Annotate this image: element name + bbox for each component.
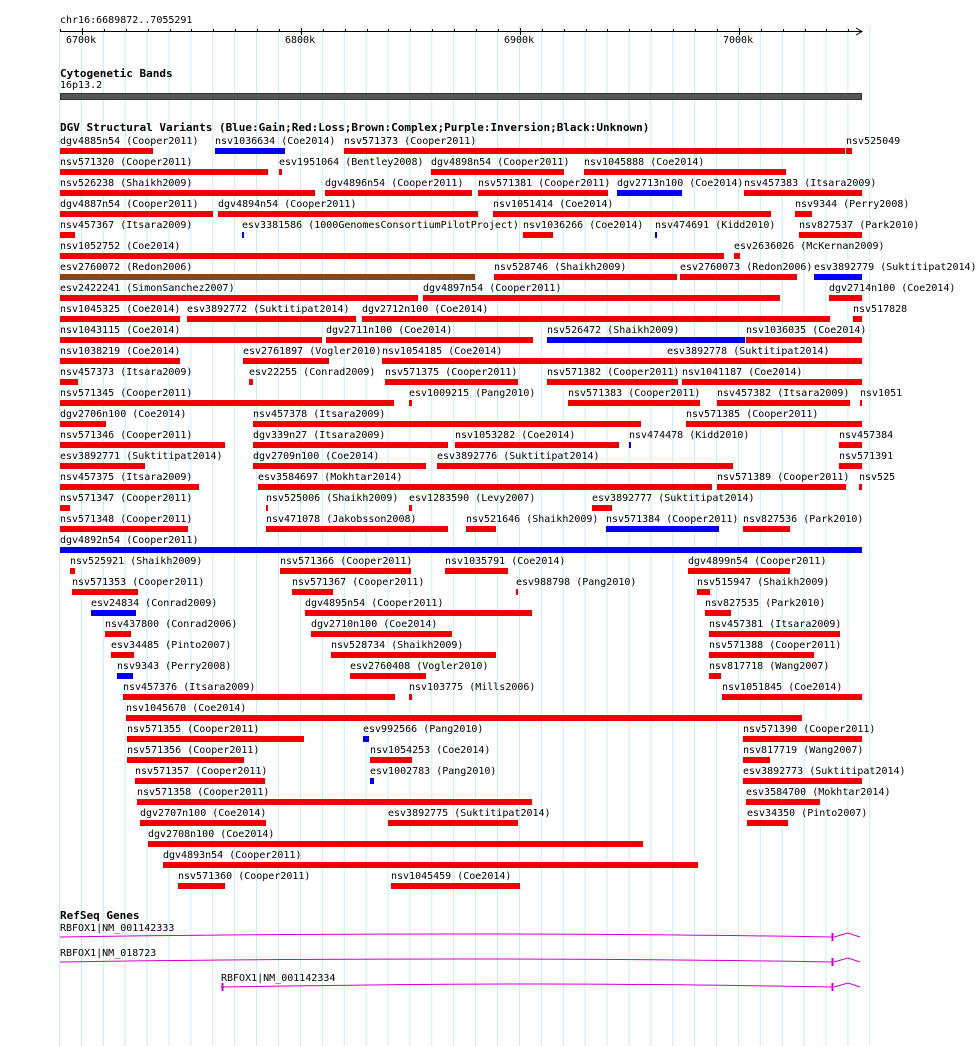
variant-label[interactable]: dgv2709n100 (Coe2014)	[253, 451, 380, 462]
variant-label[interactable]: nsv1051845 (Coe2014)	[722, 682, 843, 693]
variant-bar-loss[interactable]	[466, 526, 496, 532]
variant-label[interactable]: nsv528746 (Shaikh2009)	[494, 262, 627, 273]
variant-label[interactable]: nsv471078 (Jakobsson2008)	[266, 514, 417, 525]
variant-bar-loss[interactable]	[148, 841, 643, 847]
gene-tail	[834, 958, 860, 962]
ruler-tick-label: 7000k	[723, 35, 754, 46]
variant-bar-loss[interactable]	[743, 526, 790, 532]
variant-bar-loss[interactable]	[431, 169, 564, 175]
variant-bar-loss[interactable]	[709, 652, 814, 658]
variant-bar-loss[interactable]	[253, 463, 426, 469]
variant-label[interactable]: nsv571382 (Cooper2011)	[547, 367, 680, 378]
variant-bar-loss[interactable]	[311, 631, 452, 637]
variant-label[interactable]: esv3892778 (Suktitipat2014)	[667, 346, 830, 357]
variant-label[interactable]: nsv1043115 (Coe2014)	[60, 325, 181, 336]
variant-bar-loss[interactable]	[839, 463, 862, 469]
variant-label[interactable]: dgv4893n54 (Cooper2011)	[163, 850, 302, 861]
variant-bar-loss[interactable]	[60, 463, 145, 469]
variant-bar-gain[interactable]	[370, 778, 374, 784]
variant-bar-gain[interactable]	[215, 148, 285, 154]
variant-bar-loss[interactable]	[829, 295, 862, 301]
variant-bar-loss[interactable]	[722, 694, 862, 700]
variant-label[interactable]: nsv1054253 (Coe2014)	[370, 745, 491, 756]
variant-label[interactable]: dgv339n27 (Itsara2009)	[253, 430, 386, 441]
variant-bar-loss[interactable]	[344, 148, 845, 154]
variant-bar-loss[interactable]	[493, 211, 771, 217]
variant-bar-loss[interactable]	[445, 568, 508, 574]
variant-label[interactable]: nsv525049	[846, 136, 901, 147]
variant-label[interactable]: nsv1045325 (Coe2014)	[60, 304, 181, 315]
variant-label[interactable]: esv2761897 (Vogler2010)	[243, 346, 382, 357]
variant-bar-loss[interactable]	[853, 316, 862, 322]
variant-bar-gain[interactable]	[363, 736, 369, 742]
variant-label[interactable]: nsv103775 (Mills2006)	[409, 682, 536, 693]
variant-bar-loss[interactable]	[279, 169, 282, 175]
variant-bar-loss[interactable]	[516, 589, 518, 595]
variant-bar-loss[interactable]	[140, 820, 266, 826]
variant-label[interactable]: esv3892772 (Suktitipat2014)	[187, 304, 350, 315]
variant-label[interactable]: nsv571367 (Cooper2011)	[292, 577, 425, 588]
variant-label[interactable]: nsv1041187 (Coe2014)	[682, 367, 803, 378]
variant-label[interactable]: dgv4897n54 (Cooper2011)	[423, 283, 562, 294]
variant-bar-loss[interactable]	[60, 379, 78, 385]
variant-bar-loss[interactable]	[60, 484, 199, 490]
variant-bar-loss[interactable]	[547, 379, 678, 385]
variant-label[interactable]: esv34485 (Pinto2007)	[111, 640, 232, 651]
variant-bar-loss[interactable]	[60, 190, 315, 196]
variant-bar-loss[interactable]	[60, 232, 75, 238]
variant-label[interactable]: esv988798 (Pang2010)	[516, 577, 637, 588]
variant-label[interactable]: nsv571360 (Cooper2011)	[178, 871, 311, 882]
variant-bar-loss[interactable]	[187, 316, 356, 322]
cytoband-label: 16p13.2	[60, 80, 103, 91]
variant-bar-gain[interactable]	[547, 337, 745, 343]
variant-bar-gain[interactable]	[242, 232, 244, 238]
variant-label[interactable]: nsv571355 (Cooper2011)	[127, 724, 260, 735]
variant-label[interactable]: dgv4894n54 (Cooper2011)	[218, 199, 357, 210]
variant-bar-gain[interactable]	[814, 274, 862, 280]
variant-label[interactable]: esv2422241 (SimonSanchez2007)	[60, 283, 235, 294]
variant-label[interactable]: nsv827536 (Park2010)	[743, 514, 864, 525]
variant-label[interactable]: esv3584697 (Mokhtar2014)	[258, 472, 403, 483]
variant-bar-loss[interactable]	[494, 274, 677, 280]
variant-label[interactable]: dgv2710n100 (Coe2014)	[311, 619, 438, 630]
variant-label[interactable]: nsv571357 (Cooper2011)	[135, 766, 268, 777]
variant-bar-gain[interactable]	[60, 547, 862, 553]
variant-label[interactable]: nsv817718 (Wang2007)	[709, 661, 830, 672]
variant-label[interactable]: esv24834 (Conrad2009)	[91, 598, 218, 609]
variant-label[interactable]: esv2760408 (Vogler2010)	[350, 661, 489, 672]
variant-label[interactable]: nsv525006 (Shaikh2009)	[266, 493, 399, 504]
variant-bar-loss[interactable]	[60, 442, 225, 448]
variant-label[interactable]: dgv4895n54 (Cooper2011)	[305, 598, 444, 609]
variant-label[interactable]: nsv571348 (Cooper2011)	[60, 514, 193, 525]
variant-bar-loss[interactable]	[744, 190, 862, 196]
variant-label[interactable]: nsv526238 (Shaikh2009)	[60, 178, 193, 189]
variant-label[interactable]: esv3892777 (Suktitipat2014)	[592, 493, 755, 504]
variant-label[interactable]: nsv571389 (Cooper2011)	[717, 472, 850, 483]
variant-label[interactable]: dgv2711n100 (Coe2014)	[326, 325, 453, 336]
variant-label[interactable]: dgv2707n100 (Coe2014)	[140, 808, 267, 819]
variant-bar-loss[interactable]	[326, 337, 533, 343]
variant-bar-loss[interactable]	[325, 190, 472, 196]
variant-label[interactable]: nsv571388 (Cooper2011)	[709, 640, 842, 651]
variant-bar-loss[interactable]	[478, 190, 608, 196]
variant-label[interactable]: nsv571320 (Cooper2011)	[60, 157, 193, 168]
variant-label[interactable]: dgv4887n54 (Cooper2011)	[60, 199, 199, 210]
variant-bar-loss[interactable]	[391, 883, 520, 889]
variant-label[interactable]: nsv827537 (Park2010)	[799, 220, 920, 231]
ruler-tick-label: 6900k	[504, 35, 535, 46]
variant-label[interactable]: nsv9344 (Perry2008)	[795, 199, 910, 210]
region-label: chr16:6689872..7055291	[60, 15, 193, 26]
variant-label[interactable]: esv1283590 (Levy2007)	[409, 493, 536, 504]
variant-bar-loss[interactable]	[839, 442, 862, 448]
dgv-track-title[interactable]: DGV Structural Variants (Blue:Gain;Red:Loss;Brown:Complex;Purple:Inversion;Black:Unknown)	[60, 121, 650, 134]
variant-bar-loss[interactable]	[734, 253, 740, 259]
variant-bar-loss[interactable]	[253, 442, 448, 448]
variant-label[interactable]: nsv817719 (Wang2007)	[743, 745, 864, 756]
variant-bar-loss[interactable]	[799, 232, 862, 238]
variant-bar-loss[interactable]	[423, 295, 780, 301]
variant-label[interactable]: nsv1054185 (Coe2014)	[382, 346, 503, 357]
variant-bar-loss[interactable]	[60, 505, 70, 511]
variant-label[interactable]: nsv457375 (Itsara2009)	[60, 472, 193, 483]
variant-bar-loss[interactable]	[127, 736, 304, 742]
variant-bar-loss[interactable]	[743, 736, 862, 742]
variant-label[interactable]: nsv1036035 (Coe2014)	[746, 325, 867, 336]
variant-label[interactable]: esv992566 (Pang2010)	[363, 724, 484, 735]
variant-label[interactable]: esv2760072 (Redon2006)	[60, 262, 193, 273]
variant-bar-loss[interactable]	[72, 589, 138, 595]
variant-label[interactable]: nsv1045459 (Coe2014)	[391, 871, 512, 882]
variant-bar-loss[interactable]	[249, 379, 253, 385]
variant-label[interactable]: nsv521646 (Shaikh2009)	[466, 514, 599, 525]
variant-bar-loss[interactable]	[60, 400, 394, 406]
variant-bar-loss[interactable]	[688, 568, 790, 574]
variant-bar-loss[interactable]	[568, 400, 700, 406]
variant-label[interactable]: esv2636026 (McKernan2009)	[734, 241, 885, 252]
variant-bar-loss[interactable]	[70, 568, 75, 574]
variant-bar-loss[interactable]	[266, 505, 268, 511]
variant-label[interactable]: nsv571384 (Cooper2011)	[606, 514, 739, 525]
variant-bar-loss[interactable]	[137, 799, 532, 805]
variant-bar-loss[interactable]	[60, 295, 418, 301]
variant-label[interactable]: nsv457383 (Itsara2009)	[744, 178, 877, 189]
variant-label[interactable]: nsv1038219 (Coe2014)	[60, 346, 181, 357]
variant-label[interactable]: dgv2713n100 (Coe2014)	[617, 178, 744, 189]
variant-bar-loss[interactable]	[388, 820, 518, 826]
variant-label[interactable]: nsv571375 (Cooper2011)	[385, 367, 518, 378]
variant-label[interactable]: nsv1051414 (Coe2014)	[493, 199, 614, 210]
variant-label[interactable]: nsv1053282 (Coe2014)	[455, 430, 576, 441]
variant-label[interactable]: nsv525921 (Shaikh2009)	[70, 556, 203, 567]
variant-label[interactable]: dgv4892n54 (Cooper2011)	[60, 535, 199, 546]
variant-bar-loss[interactable]	[126, 715, 802, 721]
variant-bar-loss[interactable]	[243, 358, 329, 364]
variant-bar-loss[interactable]	[127, 757, 244, 763]
variant-bar-loss[interactable]	[795, 211, 812, 217]
variant-label[interactable]: dgv4885n54 (Cooper2011)	[60, 136, 199, 147]
variant-bar-loss[interactable]	[362, 316, 830, 322]
variant-label[interactable]: nsv1036266 (Coe2014)	[523, 220, 644, 231]
variant-label[interactable]: esv2760073 (Redon2006)	[680, 262, 813, 273]
variant-label[interactable]: nsv571383 (Cooper2011)	[568, 388, 701, 399]
variant-bar-loss[interactable]	[111, 652, 134, 658]
variant-bar-loss[interactable]	[746, 337, 862, 343]
variant-label[interactable]: nsv515947 (Shaikh2009)	[697, 577, 830, 588]
gene-tail	[834, 933, 860, 937]
variant-bar-loss[interactable]	[455, 442, 619, 448]
gene-label[interactable]: RBFOX1|NM_018723	[60, 948, 157, 959]
gene-label[interactable]: RBFOX1|NM_001142334	[221, 973, 336, 984]
variant-label[interactable]: nsv571347 (Cooper2011)	[60, 493, 193, 504]
variant-bar-loss[interactable]	[60, 211, 213, 217]
variant-label[interactable]: nsv457376 (Itsara2009)	[123, 682, 256, 693]
variant-label[interactable]: nsv1035791 (Coe2014)	[445, 556, 566, 567]
variant-bar-loss[interactable]	[680, 274, 797, 280]
variant-label[interactable]: dgv2706n100 (Coe2014)	[60, 409, 187, 420]
variant-label[interactable]: nsv1051	[860, 388, 903, 399]
variant-bar-loss[interactable]	[60, 337, 322, 343]
variant-bar-loss[interactable]	[135, 778, 265, 784]
variant-bar-loss[interactable]	[60, 253, 724, 259]
gene-model	[60, 958, 860, 966]
variant-bar-loss[interactable]	[846, 148, 852, 154]
variant-label[interactable]: nsv1045670 (Coe2014)	[126, 703, 247, 714]
variant-bar-loss[interactable]	[60, 421, 106, 427]
variant-bar-loss[interactable]	[709, 631, 840, 637]
variant-bar-loss[interactable]	[258, 484, 712, 490]
variant-label[interactable]: esv1009215 (Pang2010)	[409, 388, 536, 399]
variant-bar-gain[interactable]	[606, 526, 719, 532]
variant-label[interactable]: esv3892776 (Suktitipat2014)	[437, 451, 600, 462]
variant-label[interactable]: nsv457381 (Itsara2009)	[709, 619, 842, 630]
gene-intron-line	[60, 959, 832, 962]
gene-tail	[834, 983, 860, 987]
variant-bar-loss[interactable]	[163, 862, 698, 868]
cytoband-track-title[interactable]: Cytogenetic Bands	[60, 67, 173, 80]
variant-label[interactable]: dgv2712n100 (Coe2014)	[362, 304, 489, 315]
variant-bar-loss[interactable]	[253, 421, 641, 427]
gene-intron-line	[221, 984, 832, 987]
variant-label[interactable]: nsv571373 (Cooper2011)	[344, 136, 477, 147]
variant-label[interactable]: dgv4898n54 (Cooper2011)	[431, 157, 570, 168]
variant-bar-gain[interactable]	[117, 673, 133, 679]
variant-label[interactable]: esv3892771 (Suktitipat2014)	[60, 451, 223, 462]
variant-bar-loss[interactable]	[305, 610, 532, 616]
variant-label[interactable]: nsv526472 (Shaikh2009)	[547, 325, 680, 336]
variant-bar-loss[interactable]	[60, 316, 180, 322]
variant-bar-loss[interactable]	[747, 820, 788, 826]
variant-label[interactable]: dgv2714n100 (Coe2014)	[829, 283, 956, 294]
variant-bar-loss[interactable]	[717, 400, 850, 406]
variant-label[interactable]: esv3892779 (Suktitipat2014)	[814, 262, 977, 273]
variant-bar-gain[interactable]	[629, 442, 631, 448]
variant-label[interactable]: dgv4899n54 (Cooper2011)	[688, 556, 827, 567]
variant-label[interactable]: esv3584700 (Mokhtar2014)	[746, 787, 891, 798]
variant-label[interactable]: esv22255 (Conrad2009)	[249, 367, 376, 378]
ruler-tick-label: 6800k	[285, 35, 316, 46]
variant-bar-loss[interactable]	[105, 631, 131, 637]
gene-label[interactable]: RBFOX1|NM_001142333	[60, 923, 175, 934]
variant-bar-loss[interactable]	[682, 379, 862, 385]
gene-intron-line	[60, 934, 832, 937]
gene-model	[60, 933, 860, 941]
variant-bar-loss[interactable]	[266, 526, 448, 532]
variant-bar-loss[interactable]	[409, 400, 412, 406]
variant-bar-complex[interactable]	[60, 274, 475, 280]
variant-label[interactable]: nsv571391	[839, 451, 894, 462]
variant-bar-loss[interactable]	[437, 463, 733, 469]
variant-bar-loss[interactable]	[860, 400, 862, 406]
cytoband-bar[interactable]	[60, 93, 862, 100]
variant-bar-loss[interactable]	[746, 799, 820, 805]
variant-label[interactable]: nsv571366 (Cooper2011)	[280, 556, 413, 567]
variant-label[interactable]: nsv571381 (Cooper2011)	[478, 178, 611, 189]
variant-bar-loss[interactable]	[60, 169, 268, 175]
variant-label[interactable]: dgv4896n54 (Cooper2011)	[325, 178, 464, 189]
variant-bar-loss[interactable]	[123, 694, 395, 700]
variant-label[interactable]: esv3892775 (Suktitipat2014)	[388, 808, 551, 819]
variant-label[interactable]: nsv457378 (Itsara2009)	[253, 409, 386, 420]
variant-bar-gain[interactable]	[617, 190, 682, 196]
variant-bar-loss[interactable]	[743, 757, 770, 763]
variant-bar-loss[interactable]	[705, 610, 731, 616]
variant-label[interactable]: nsv457382 (Itsara2009)	[717, 388, 850, 399]
variant-bar-loss[interactable]	[409, 694, 412, 700]
variant-label[interactable]: esv1951064 (Bentley2008)	[279, 157, 424, 168]
variant-bar-loss[interactable]	[60, 358, 180, 364]
variant-label[interactable]: nsv9343 (Perry2008)	[117, 661, 232, 672]
variant-bar-loss[interactable]	[350, 673, 426, 679]
variant-bar-loss[interactable]	[592, 505, 612, 511]
variant-label[interactable]: nsv571353 (Cooper2011)	[72, 577, 205, 588]
variant-bar-loss[interactable]	[667, 358, 862, 364]
variant-label[interactable]: nsv1045888 (Coe2014)	[584, 157, 705, 168]
variant-label[interactable]: nsv571358 (Cooper2011)	[137, 787, 270, 798]
variant-bar-loss[interactable]	[523, 232, 553, 238]
variant-label[interactable]: nsv1036634 (Coe2014)	[215, 136, 336, 147]
variant-label[interactable]: esv1002783 (Pang2010)	[370, 766, 497, 777]
variant-label[interactable]: nsv474691 (Kidd2010)	[655, 220, 776, 231]
refseq-track-title[interactable]: RefSeq Genes	[60, 909, 140, 922]
variant-bar-gain[interactable]	[655, 232, 657, 238]
variant-bar-loss[interactable]	[292, 589, 333, 595]
variant-label[interactable]: nsv528734 (Shaikh2009)	[331, 640, 464, 651]
variant-bar-loss[interactable]	[385, 379, 518, 385]
variant-label[interactable]: nsv571385 (Cooper2011)	[686, 409, 819, 420]
variant-bar-loss[interactable]	[584, 169, 786, 175]
variant-label[interactable]: nsv517828	[853, 304, 908, 315]
variant-label[interactable]: esv34350 (Pinto2007)	[747, 808, 868, 819]
variant-label[interactable]: nsv457373 (Itsara2009)	[60, 367, 193, 378]
variant-label[interactable]: nsv571390 (Cooper2011)	[743, 724, 876, 735]
variant-label[interactable]: nsv571356 (Cooper2011)	[127, 745, 260, 756]
variant-bar-loss[interactable]	[859, 484, 862, 490]
variant-label[interactable]: dgv2708n100 (Coe2014)	[148, 829, 275, 840]
variant-label[interactable]: nsv571346 (Cooper2011)	[60, 430, 193, 441]
variant-bar-gain[interactable]	[91, 610, 136, 616]
variant-label[interactable]: esv3381586 (1000GenomesConsortiumPilotProject)	[242, 220, 519, 231]
gene-model	[221, 983, 860, 991]
variant-bar-loss[interactable]	[370, 757, 412, 763]
variant-bar-loss[interactable]	[717, 484, 846, 490]
variant-label[interactable]: nsv474478 (Kidd2010)	[629, 430, 750, 441]
variant-label[interactable]: esv3892773 (Suktitipat2014)	[743, 766, 906, 777]
variant-bar-loss[interactable]	[686, 421, 862, 427]
variant-label[interactable]: nsv457384	[839, 430, 894, 441]
variant-label[interactable]: nsv571345 (Cooper2011)	[60, 388, 193, 399]
variant-label[interactable]: nsv827535 (Park2010)	[705, 598, 826, 609]
variant-bar-loss[interactable]	[178, 883, 225, 889]
variant-bar-loss[interactable]	[709, 673, 721, 679]
variant-bar-loss[interactable]	[60, 526, 188, 532]
ruler-tick-label: 6700k	[66, 35, 97, 46]
variant-bar-loss[interactable]	[331, 652, 496, 658]
variant-bar-loss[interactable]	[743, 778, 862, 784]
variant-bar-loss[interactable]	[218, 211, 478, 217]
variant-label[interactable]: nsv437800 (Conrad2006)	[105, 619, 238, 630]
variant-bar-loss[interactable]	[697, 589, 710, 595]
variant-label[interactable]: nsv1052752 (Coe2014)	[60, 241, 181, 252]
variant-bar-loss[interactable]	[280, 568, 411, 574]
variant-label[interactable]: nsv525	[859, 472, 896, 483]
variant-bar-loss[interactable]	[409, 505, 412, 511]
variant-label[interactable]: nsv457367 (Itsara2009)	[60, 220, 193, 231]
variant-bar-loss[interactable]	[60, 148, 153, 154]
